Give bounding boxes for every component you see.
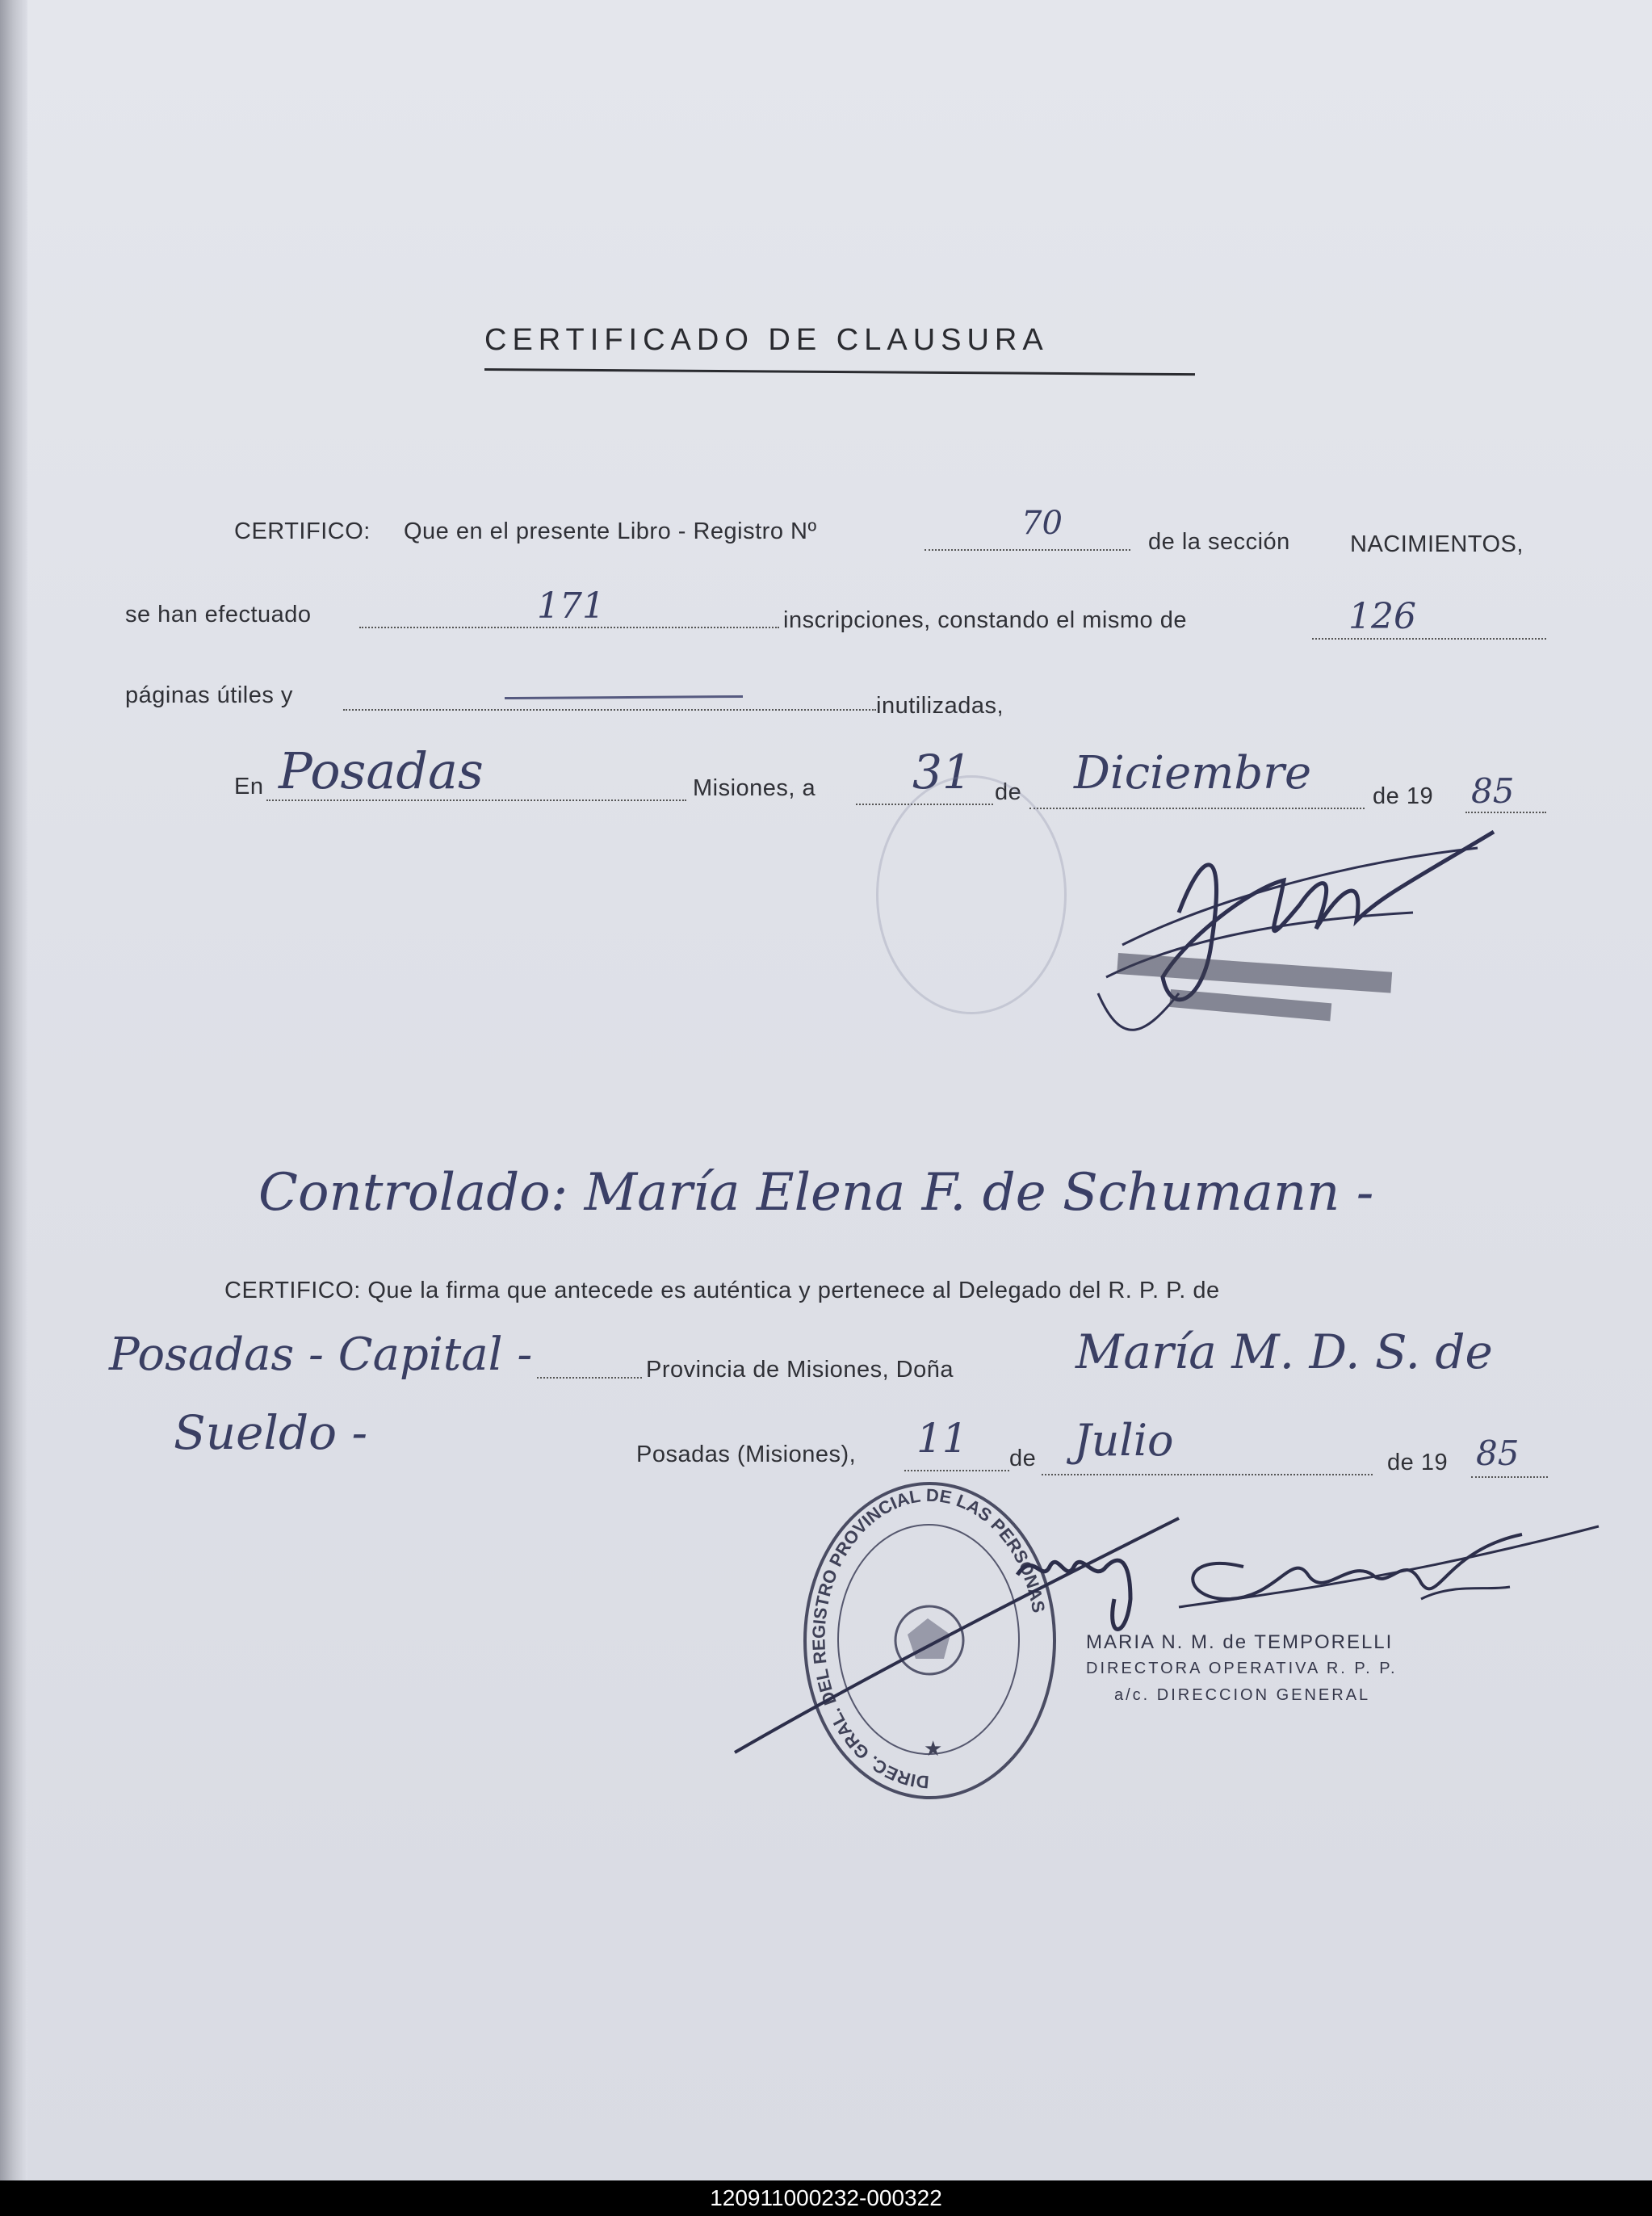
cert2-de1: de [1009, 1446, 1037, 1471]
document-id: 120911000232-000322 [710, 2185, 942, 2210]
cert2-month-dotline [1042, 1474, 1373, 1475]
footer-bar [0, 2180, 1652, 2216]
cert1-line1-text: Que en el presente Libro - Registro Nº [404, 518, 817, 544]
signature-delegado [1074, 816, 1526, 1058]
month-dotline [1029, 808, 1365, 809]
cert1-prefix: CERTIFICO: [234, 518, 371, 544]
month-handwritten: Diciembre [1074, 747, 1312, 800]
cert2-day-dotline [904, 1470, 1009, 1471]
page-binding-edge [0, 0, 27, 2180]
inscripciones-count: 171 [537, 585, 605, 627]
cert2-line1: CERTIFICO: Que la firma que antecede es auténtica y pertenece al Delegado del R. P. P. de [224, 1278, 1220, 1303]
officer-title: DIRECTORA OPERATIVA R. P. P. [1086, 1660, 1398, 1677]
cert1-line2-middle: inscripciones, constando el mismo de [783, 607, 1187, 633]
cert2-year: 85 [1476, 1433, 1520, 1473]
document-title: CERTIFICADO DE CLAUSURA [484, 323, 1049, 357]
officer-sub: a/c. DIRECCION GENERAL [1114, 1686, 1371, 1704]
cert2-de2: de 19 [1387, 1450, 1449, 1475]
cert2-date-prefix: Posadas (Misiones), [636, 1442, 857, 1467]
cert2-name-part2: Sueldo - [174, 1405, 368, 1460]
inutilizadas-dash [505, 695, 743, 699]
year-handwritten: 85 [1471, 771, 1515, 811]
cert2-month: Julio [1074, 1415, 1174, 1466]
paginas-count: 126 [1348, 596, 1416, 637]
cert1-de2: de 19 [1373, 783, 1434, 809]
svg-text:★: ★ [924, 1736, 943, 1761]
officer-name: MARIA N. M. de TEMPORELLI [1086, 1631, 1394, 1653]
place-prefix: En [234, 774, 264, 800]
inutilizadas-dotline [343, 709, 876, 711]
title-underline [484, 368, 1195, 376]
cert2-place-dotline [537, 1377, 642, 1379]
svg-text:DIREC. GRAL. DEL REGISTRO PROV: DIREC. GRAL. DEL REGISTRO PROVINCIAL DE LAS PERSONAS [808, 1485, 1050, 1793]
cert1-de1: de [995, 779, 1022, 805]
registro-dotline [925, 549, 1130, 551]
cert2-name-part1: María M. D. S. de [1075, 1324, 1493, 1379]
inscripciones-dotline [359, 627, 779, 628]
paginas-dotline [1312, 638, 1546, 640]
cert1-line2-prefix: se han efectuado [125, 602, 312, 627]
cert1-line3-prefix: páginas útiles y [125, 682, 293, 708]
cert2-place-handwritten: Posadas - Capital - [109, 1328, 533, 1381]
day-handwritten: 31 [912, 745, 972, 800]
cert1-province: Misiones, a [693, 775, 816, 801]
place-handwritten: Posadas [279, 741, 484, 800]
cert1-line3-suffix: inutilizadas, [876, 693, 1004, 719]
year-dotline [1465, 812, 1546, 813]
registro-number: 70 [1021, 505, 1063, 542]
cert2-day: 11 [916, 1415, 968, 1462]
cert2-province: Provincia de Misiones, Doña [646, 1357, 954, 1383]
controlado-line: Controlado: María Elena F. de Schumann - [258, 1163, 1374, 1223]
seccion-name: NACIMIENTOS, [1350, 531, 1524, 557]
cert2-year-dotline [1471, 1476, 1548, 1478]
faint-stamp [876, 775, 1067, 1014]
cert1-line1-suffix: de la sección [1148, 529, 1290, 555]
